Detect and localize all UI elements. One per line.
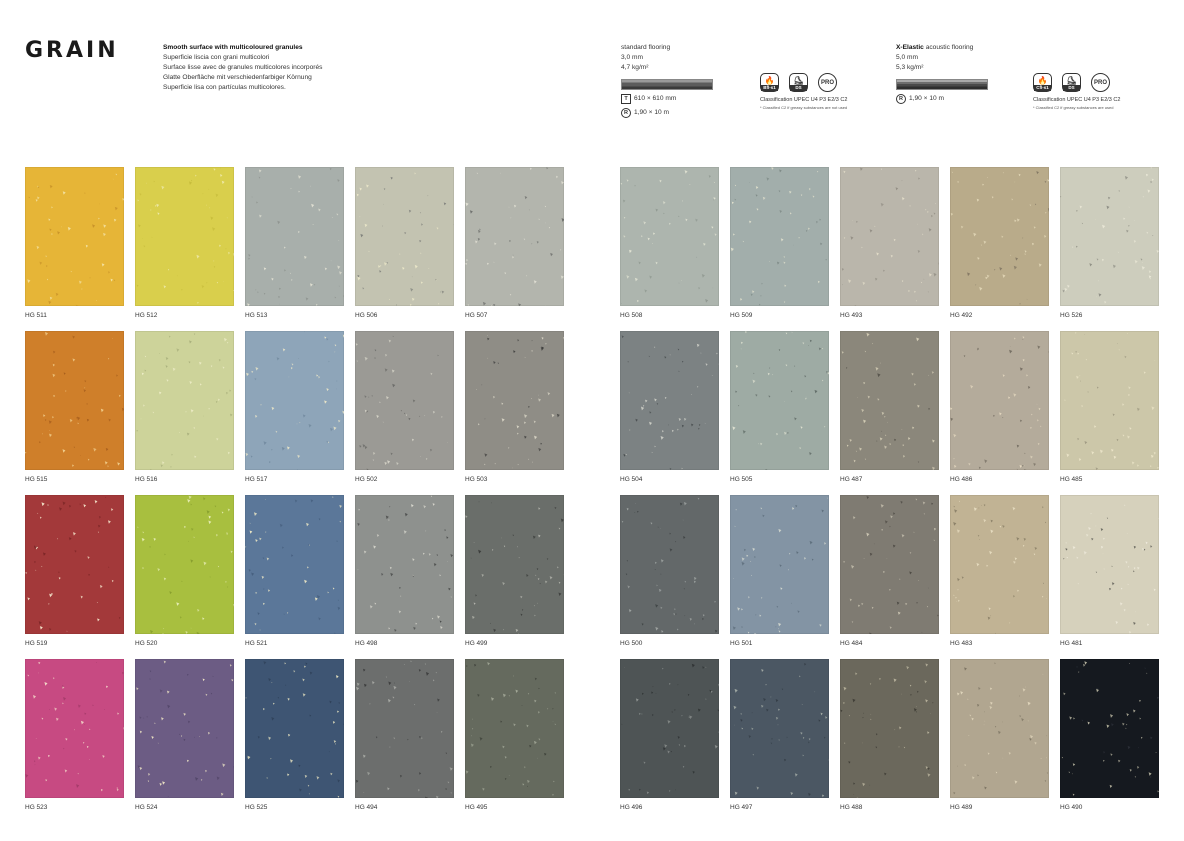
swatch-sample[interactable] <box>1060 167 1159 306</box>
granule-texture <box>465 659 564 798</box>
standard-flooring-spec <box>621 43 713 118</box>
slip-icon: ⛸ DS <box>1062 73 1081 92</box>
granule-texture <box>25 167 124 306</box>
pro-icon: PRO <box>1091 73 1110 92</box>
swatch-code: HG 501 <box>730 640 753 647</box>
granule-texture <box>1060 167 1159 306</box>
granule-texture <box>135 167 234 306</box>
swatch-code: HG 524 <box>135 804 158 811</box>
swatch-sample[interactable] <box>1060 495 1159 634</box>
swatch-sample[interactable] <box>840 495 939 634</box>
granule-texture <box>1060 659 1159 798</box>
roll-size: 1,90 × 10 m <box>909 95 945 102</box>
swatch-code: HG 520 <box>135 640 158 647</box>
swatch-sample[interactable] <box>950 167 1049 306</box>
page-title: GRAIN <box>25 38 119 63</box>
swatch-code: HG 499 <box>465 640 488 647</box>
color-swatch[interactable] <box>355 659 454 811</box>
swatch-sample[interactable] <box>465 331 564 470</box>
granule-texture <box>245 659 344 798</box>
swatch-sample[interactable] <box>135 167 234 306</box>
description-line: Superficie liscia con grani multicolori <box>163 54 270 61</box>
spec-name: X-Elastic acoustic flooring <box>896 44 974 51</box>
swatch-grid-right <box>620 167 1159 811</box>
classification-text: Classification UPEC U4 P3 E2/3 C2 <box>760 97 848 103</box>
swatch-sample[interactable] <box>1060 659 1159 798</box>
swatch-code: HG 506 <box>355 312 378 319</box>
color-swatch[interactable] <box>620 331 719 483</box>
swatch-sample[interactable] <box>355 331 454 470</box>
granule-texture <box>730 495 829 634</box>
granule-texture <box>1060 331 1159 470</box>
pro-icon: PRO <box>818 73 837 92</box>
granule-texture <box>950 659 1049 798</box>
swatch-code: HG 508 <box>620 312 643 319</box>
swatch-code: HG 502 <box>355 476 378 483</box>
color-swatch[interactable] <box>950 495 1049 647</box>
granule-texture <box>135 331 234 470</box>
swatch-sample[interactable] <box>465 495 564 634</box>
color-swatch[interactable] <box>950 659 1049 811</box>
swatch-sample[interactable] <box>620 331 719 470</box>
classification-footnote: * Classified C2 if greasy substances are not used <box>760 105 848 110</box>
swatch-sample[interactable] <box>135 659 234 798</box>
swatch-code: HG 481 <box>1060 640 1083 647</box>
swatch-code: HG 519 <box>25 640 48 647</box>
granule-texture <box>355 495 454 634</box>
spec-name: standard flooring <box>621 44 671 51</box>
cross-section-sample <box>621 79 713 90</box>
description-line: Surface lisse avec de granules multicolores incorporés <box>163 64 323 71</box>
description-line: Glatte Oberfläche mit verschiedenfarbiger Körnung <box>163 74 312 81</box>
swatch-code: HG 505 <box>730 476 753 483</box>
swatch-sample[interactable] <box>245 167 344 306</box>
swatch-code: HG 484 <box>840 640 863 647</box>
color-swatch[interactable] <box>355 495 454 647</box>
swatch-code: HG 523 <box>25 804 48 811</box>
color-swatch[interactable] <box>25 495 124 647</box>
color-swatch[interactable] <box>245 659 344 811</box>
swatch-code: HG 493 <box>840 312 863 319</box>
granule-texture <box>730 167 829 306</box>
spec-thickness: 3,0 mm <box>621 54 643 61</box>
color-swatch[interactable] <box>135 495 234 647</box>
granule-texture <box>950 331 1049 470</box>
description-lead: Smooth surface with multicoloured granules <box>163 44 303 51</box>
color-swatch[interactable] <box>840 167 939 319</box>
swatch-sample[interactable] <box>950 659 1049 798</box>
roll-size-line <box>621 108 713 118</box>
granule-texture <box>355 167 454 306</box>
color-swatch[interactable] <box>840 331 939 483</box>
swatch-code: HG 507 <box>465 312 488 319</box>
granule-texture <box>1060 495 1159 634</box>
swatch-code: HG 503 <box>465 476 488 483</box>
color-swatch[interactable] <box>135 167 234 319</box>
classification-text: Classification UPEC U4 P3 E2/3 C2 <box>1033 97 1121 103</box>
color-swatch[interactable] <box>620 495 719 647</box>
swatch-sample[interactable] <box>730 495 829 634</box>
color-swatch[interactable] <box>465 659 564 811</box>
color-swatch[interactable] <box>620 167 719 319</box>
swatch-sample[interactable] <box>25 167 124 306</box>
granule-texture <box>355 659 454 798</box>
spec-weight: 5,3 kg/m² <box>896 64 924 71</box>
swatch-sample[interactable] <box>730 659 829 798</box>
color-swatch[interactable] <box>730 167 829 319</box>
swatch-code: HG 526 <box>1060 312 1083 319</box>
swatch-sample[interactable] <box>620 167 719 306</box>
acoustic-classification <box>1033 73 1120 112</box>
color-swatch[interactable] <box>245 331 344 483</box>
color-swatch[interactable] <box>25 331 124 483</box>
swatch-sample[interactable] <box>620 659 719 798</box>
swatch-sample[interactable] <box>135 331 234 470</box>
swatch-sample[interactable] <box>245 331 344 470</box>
granule-texture <box>950 495 1049 634</box>
classification-footnote: * Classified C2 if greasy substances are used <box>1033 105 1114 110</box>
color-swatch[interactable] <box>245 167 344 319</box>
tile-icon: T <box>621 94 631 104</box>
granule-texture <box>245 167 344 306</box>
granule-texture <box>245 495 344 634</box>
granule-texture <box>840 659 939 798</box>
color-swatch[interactable] <box>135 331 234 483</box>
granule-texture <box>245 331 344 470</box>
roll-size-line <box>896 94 988 104</box>
granule-texture <box>840 167 939 306</box>
swatch-sample[interactable] <box>355 167 454 306</box>
tile-size: 610 × 610 mm <box>634 95 677 102</box>
fire-icon: 🔥 Bfl-s1 <box>760 73 779 92</box>
roll-icon: R <box>896 94 906 104</box>
swatch-sample[interactable] <box>730 331 829 470</box>
description-line: Superficie lisa con partículas multicolores. <box>163 84 286 91</box>
swatch-code: HG 525 <box>245 804 268 811</box>
cross-section-sample <box>896 79 988 90</box>
color-swatch[interactable] <box>840 659 939 811</box>
roll-size: 1,90 × 10 m <box>634 109 670 116</box>
color-swatch[interactable] <box>950 167 1049 319</box>
granule-texture <box>135 495 234 634</box>
product-description <box>163 43 322 93</box>
swatch-sample[interactable] <box>620 495 719 634</box>
swatch-code: HG 512 <box>135 312 158 319</box>
color-swatch[interactable] <box>840 495 939 647</box>
swatch-sample[interactable] <box>950 331 1049 470</box>
granule-texture <box>840 495 939 634</box>
swatch-sample[interactable] <box>730 167 829 306</box>
swatch-sample[interactable] <box>465 167 564 306</box>
granule-texture <box>620 659 719 798</box>
swatch-code: HG 516 <box>135 476 158 483</box>
swatch-code: HG 490 <box>1060 804 1083 811</box>
swatch-code: HG 488 <box>840 804 863 811</box>
color-swatch[interactable] <box>465 495 564 647</box>
swatch-sample[interactable] <box>840 331 939 470</box>
color-swatch[interactable] <box>465 167 564 319</box>
granule-texture <box>25 495 124 634</box>
color-swatch[interactable] <box>730 495 829 647</box>
tile-size-line <box>621 94 713 104</box>
slip-icon: ⛸ DS <box>789 73 808 92</box>
granule-texture <box>840 331 939 470</box>
color-swatch[interactable] <box>355 331 454 483</box>
swatch-code: HG 498 <box>355 640 378 647</box>
color-swatch[interactable] <box>245 495 344 647</box>
granule-texture <box>620 331 719 470</box>
swatch-sample[interactable] <box>840 659 939 798</box>
swatch-sample[interactable] <box>25 659 124 798</box>
swatch-sample[interactable] <box>1060 331 1159 470</box>
color-swatch[interactable] <box>730 659 829 811</box>
granule-texture <box>620 495 719 634</box>
spec-thickness: 5,0 mm <box>896 54 918 61</box>
swatch-sample[interactable] <box>245 659 344 798</box>
swatch-code: HG 509 <box>730 312 753 319</box>
roll-icon: R <box>621 108 631 118</box>
swatch-sample[interactable] <box>950 495 1049 634</box>
swatch-code: HG 495 <box>465 804 488 811</box>
granule-texture <box>465 331 564 470</box>
color-swatch[interactable] <box>620 659 719 811</box>
swatch-code: HG 521 <box>245 640 268 647</box>
swatch-code: HG 489 <box>950 804 973 811</box>
granule-texture <box>950 167 1049 306</box>
swatch-sample[interactable] <box>25 331 124 470</box>
swatch-code: HG 515 <box>25 476 48 483</box>
granule-texture <box>620 167 719 306</box>
swatch-code: HG 513 <box>245 312 268 319</box>
swatch-code: HG 492 <box>950 312 973 319</box>
swatch-sample[interactable] <box>135 495 234 634</box>
swatch-grid-left <box>25 167 564 811</box>
swatch-sample[interactable] <box>245 495 344 634</box>
swatch-code: HG 511 <box>25 312 47 319</box>
color-swatch[interactable] <box>1060 495 1159 647</box>
swatch-code: HG 504 <box>620 476 643 483</box>
swatch-sample[interactable] <box>25 495 124 634</box>
granule-texture <box>730 659 829 798</box>
spec-weight: 4,7 kg/m² <box>621 64 649 71</box>
color-swatch[interactable] <box>355 167 454 319</box>
swatch-sample[interactable] <box>355 495 454 634</box>
granule-texture <box>135 659 234 798</box>
swatch-code: HG 487 <box>840 476 863 483</box>
swatch-sample[interactable] <box>840 167 939 306</box>
swatch-code: HG 483 <box>950 640 973 647</box>
acoustic-flooring-spec <box>896 43 988 104</box>
swatch-code: HG 496 <box>620 804 643 811</box>
swatch-code: HG 497 <box>730 804 753 811</box>
swatch-code: HG 485 <box>1060 476 1083 483</box>
color-swatch[interactable] <box>25 167 124 319</box>
swatch-sample[interactable] <box>465 659 564 798</box>
color-swatch[interactable] <box>1060 659 1159 811</box>
granule-texture <box>25 659 124 798</box>
fire-icon: 🔥 Cfl-s1 <box>1033 73 1052 92</box>
swatch-code: HG 517 <box>245 476 268 483</box>
color-swatch[interactable] <box>1060 167 1159 319</box>
color-swatch[interactable] <box>730 331 829 483</box>
color-swatch[interactable] <box>465 331 564 483</box>
color-swatch[interactable] <box>25 659 124 811</box>
color-swatch[interactable] <box>1060 331 1159 483</box>
color-swatch[interactable] <box>950 331 1049 483</box>
standard-classification <box>760 73 847 112</box>
swatch-code: HG 494 <box>355 804 378 811</box>
color-swatch[interactable] <box>135 659 234 811</box>
swatch-code: HG 486 <box>950 476 973 483</box>
swatch-sample[interactable] <box>355 659 454 798</box>
granule-texture <box>465 167 564 306</box>
granule-texture <box>465 495 564 634</box>
granule-texture <box>730 331 829 470</box>
swatch-code: HG 500 <box>620 640 643 647</box>
granule-texture <box>25 331 124 470</box>
granule-texture <box>355 331 454 470</box>
